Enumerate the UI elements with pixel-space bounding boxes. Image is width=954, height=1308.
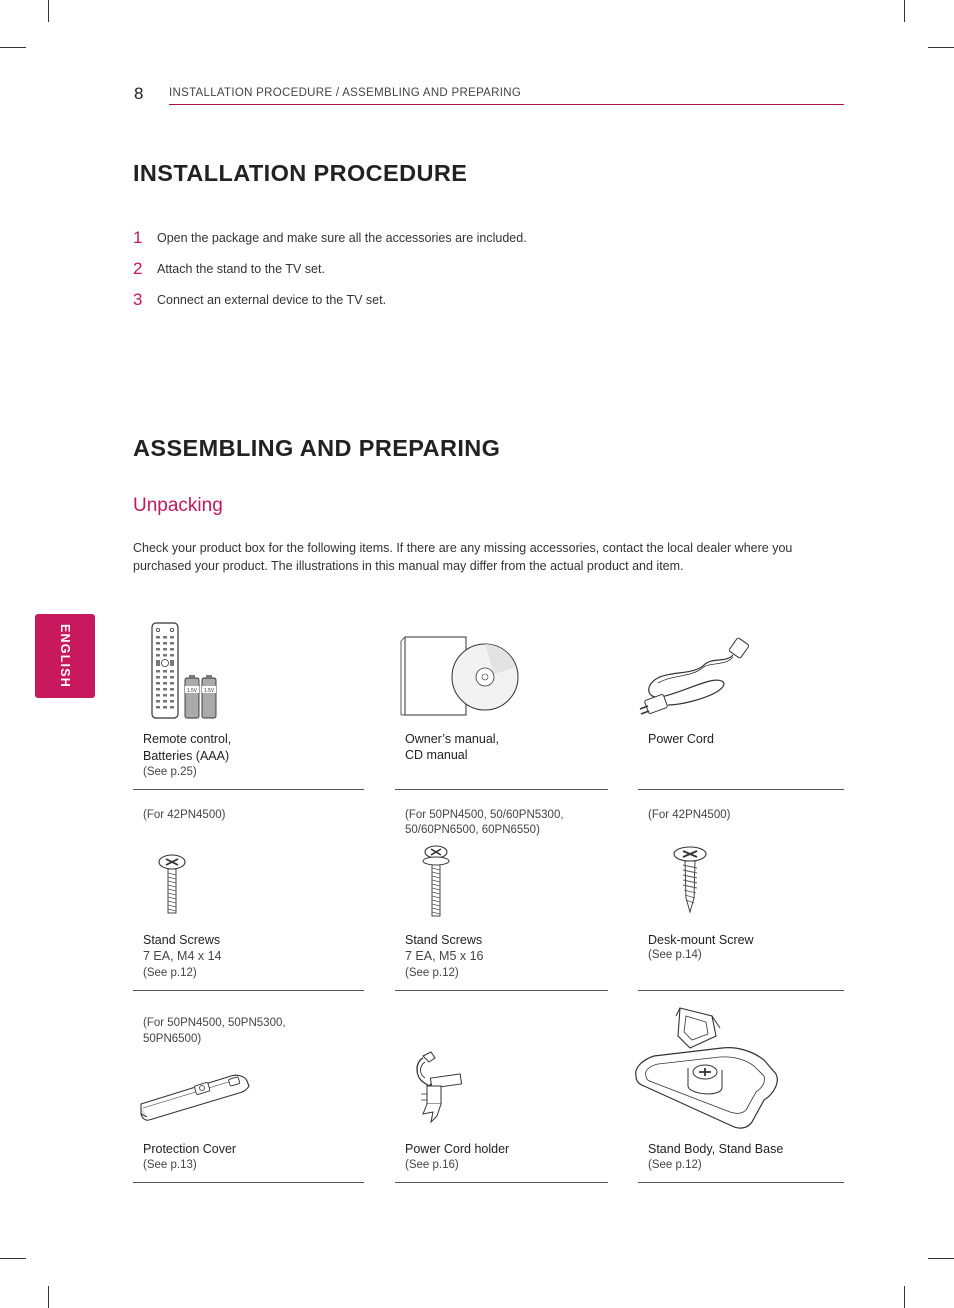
item-name: Protection Cover (143, 1142, 237, 1156)
step-number: 1 (133, 228, 143, 247)
model-note: 50PN6500) (143, 1033, 202, 1045)
item-name: Power Cord holder (405, 1142, 510, 1156)
row-divider (638, 789, 844, 790)
step-text: Open the package and make sure all the accessories are included. (157, 231, 527, 245)
item-name: Stand Body, Stand Base (648, 1142, 784, 1156)
remote-control-icon (149, 622, 239, 722)
intro-paragraph (133, 539, 848, 575)
battery-label: 1.5V (203, 688, 215, 694)
item-cell-desk-mount-screw (638, 800, 844, 991)
crop-mark (48, 0, 49, 22)
model-note: (For 50PN4500, 50/60PN5300, (405, 809, 564, 821)
row-divider (133, 789, 364, 790)
item-cell-stand-screws-m5 (395, 800, 608, 991)
crop-mark (0, 47, 26, 48)
item-name: Stand Screws (143, 933, 221, 947)
item-cell-protection-cover (133, 1000, 364, 1183)
row-divider (395, 1182, 608, 1183)
crop-mark (904, 0, 905, 22)
manual-cd-icon (399, 634, 525, 718)
item-name: Remote control, (143, 732, 232, 746)
intro-line: Check your product box for the following items. If there are any missing accessories, contact the local dealer where you (133, 541, 793, 555)
item-cell-stand-screws-m4 (133, 800, 364, 991)
step-text: Connect an external device to the TV set. (157, 293, 387, 307)
item-reference: (See p.12) (405, 967, 459, 979)
item-reference: (See p.12) (648, 1159, 702, 1171)
screw-icon (157, 854, 187, 918)
item-cell-power-cord (638, 610, 844, 790)
item-name: Power Cord (648, 732, 714, 746)
crop-mark (0, 1258, 26, 1259)
crop-mark (904, 1286, 905, 1308)
model-note: 50/60PN6500, 60PN6550) (405, 824, 540, 836)
item-cell-cord-holder (395, 1000, 608, 1183)
item-name: Batteries (AAA) (143, 749, 230, 763)
page-number: 8 (134, 84, 144, 103)
row-divider (395, 990, 608, 991)
model-note: (For 50PN4500, 50PN5300, (143, 1017, 286, 1029)
crop-mark (928, 1258, 954, 1259)
item-spec: 7 EA, M4 x 14 (143, 949, 222, 963)
cord-holder-icon (411, 1050, 467, 1130)
step-number: 3 (133, 290, 143, 309)
screw-icon (421, 844, 451, 920)
battery-label: 1.5V (186, 688, 198, 694)
row-divider (133, 1182, 364, 1183)
row-divider (638, 1182, 844, 1183)
power-cord-icon (638, 635, 758, 720)
intro-line: purchased your product. The illustrations in this manual may differ from the actual product and item. (133, 559, 684, 573)
item-reference: (See p.16) (405, 1159, 459, 1171)
item-reference: (See p.25) (143, 766, 197, 778)
item-cell-manual (395, 610, 608, 790)
item-cell-remote (133, 610, 364, 790)
language-tab (35, 614, 95, 698)
item-reference: (See p.12) (143, 967, 197, 979)
installation-title: INSTALLATION PROCEDURE (133, 160, 468, 186)
row-divider (133, 990, 364, 991)
row-divider (395, 789, 608, 790)
header-rule (169, 104, 844, 105)
item-name: Owner’s manual, (405, 732, 500, 746)
step-text: Attach the stand to the TV set. (157, 262, 325, 276)
item-reference: (See p.13) (143, 1159, 197, 1171)
item-spec: 7 EA, M5 x 16 (405, 949, 484, 963)
unpacking-subtitle: Unpacking (133, 495, 223, 516)
item-name: Desk-mount Screw (648, 933, 754, 947)
item-reference: (See p.14) (648, 949, 702, 961)
crop-mark (48, 1286, 49, 1308)
protection-cover-icon (137, 1070, 253, 1122)
screw-icon (672, 846, 708, 914)
step-number: 2 (133, 259, 143, 278)
item-name: Stand Screws (405, 933, 483, 947)
crop-mark (928, 47, 954, 48)
running-header: INSTALLATION PROCEDURE / ASSEMBLING AND PREPARING (169, 87, 522, 99)
stand-icon (632, 1002, 782, 1130)
item-name: CD manual (405, 748, 468, 762)
model-note: (For 42PN4500) (143, 809, 226, 821)
row-divider (638, 990, 844, 991)
item-cell-stand (630, 1000, 844, 1183)
language-tab-label: ENGLISH (58, 624, 72, 688)
assembling-title: ASSEMBLING AND PREPARING (133, 435, 501, 461)
model-note: (For 42PN4500) (648, 809, 731, 821)
